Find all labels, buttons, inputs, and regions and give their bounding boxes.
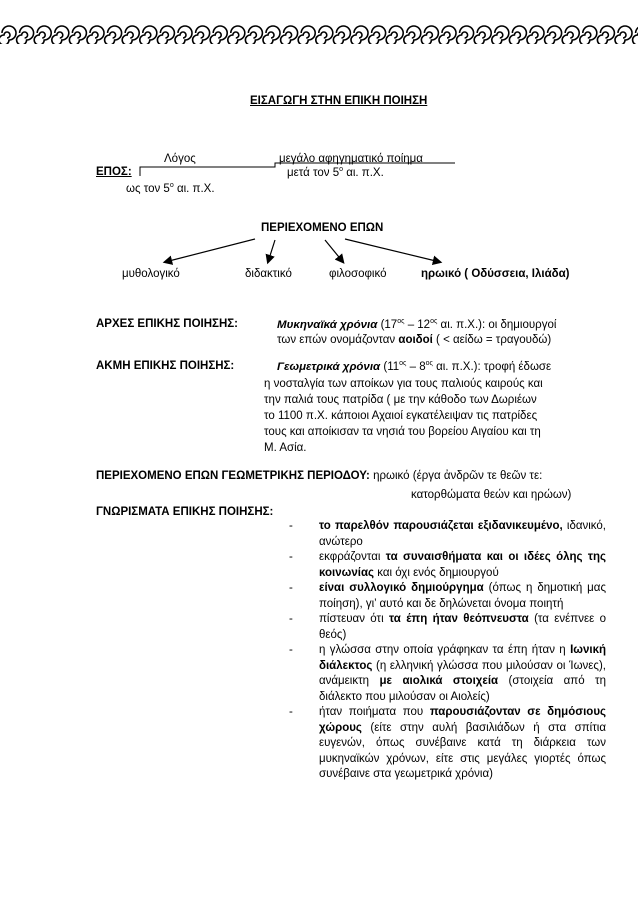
logos-time-end: αι. π.Χ. xyxy=(173,182,215,195)
poem-time-text: μετά τον 5 xyxy=(287,166,340,179)
archi-t2: – 12 xyxy=(404,318,431,331)
feature-5-c: (η ελληνική γλώσσα που μιλούσαν οι Ίωνες), ανάμεικτη xyxy=(319,659,606,687)
logos-time-text: ως τον 5 xyxy=(126,182,170,195)
feature-5-a: η γλώσσα στην οποία γράφηκαν τα έπη ήταν η xyxy=(319,644,571,656)
dash: - xyxy=(289,582,293,594)
feature-5-e: (στοιχεία από τη διάλεκτο που μιλούσαν οι Αιολείς) xyxy=(319,675,606,703)
content-item-mythological: μυθολογικό xyxy=(122,268,180,280)
feature-4-c: (τα ενέπνεε ο θεός) xyxy=(319,613,606,641)
archi-bold: Μυκηναϊκά χρόνια xyxy=(277,318,378,331)
epos-label-text: ΕΠΟΣ: xyxy=(96,166,132,178)
feature-6-c: (είτε στην αυλή βασιλιάδων ή στα σπίτια ευγενών, όπως συνέβαινε κατά τη διάρκεια των μυκηναϊκών χρόνων, είτε στις μεγάλες γιορτές όπως συνέβαινε στα γεωμετρικά χρόνια) xyxy=(319,721,606,780)
feature-3-text: (όπως η δημοτική μας ποίηση), γι’ αυτό και δε δηλώνεται όνομα ποιητή xyxy=(319,582,606,610)
akmi-line-5: Μ. Ασία. xyxy=(264,442,307,454)
feature-4-bold: τα έπη ήταν θεόπνευστα xyxy=(388,613,529,625)
feature-1-text: ιδανικό, ανώτερο xyxy=(319,520,606,548)
feature-5-bold-1: Ιωνική διάλεκτος xyxy=(319,644,606,672)
feature-item xyxy=(289,705,606,783)
feature-item xyxy=(289,643,606,705)
feature-2-a: εκφράζονται xyxy=(319,551,386,563)
archi-line2b: αοιδοί xyxy=(398,334,433,346)
akmi-t1: (11 xyxy=(380,360,400,373)
akmi-t3: αι. π.Χ.): τροφή έδωσε xyxy=(432,360,552,373)
feature-6-a: ήταν ποιήματα που xyxy=(319,706,430,718)
akmi-line-2: την παλιά τους πατρίδα ( με την κάθοδο των Δωριέων xyxy=(264,394,537,406)
akmi-line-1: η νοσταλγία των αποίκων για τους παλιούς καιρούς και xyxy=(264,378,543,390)
content-item-didactic: διδακτικό xyxy=(245,268,292,280)
feature-4-a: πίστευαν ότι xyxy=(319,613,389,625)
feature-item xyxy=(289,581,606,612)
akmi-t2: – 8 xyxy=(406,360,426,373)
content-arrows xyxy=(0,0,638,280)
akmi-line-4: τους και αποίκισαν τα νησιά του βορείου Αιγαίου και τη xyxy=(264,426,541,438)
geometric-label: ΠΕΡΙΕΧΟΜΕΝΟ ΕΠΩΝ ΓΕΩΜΕΤΡΙΚΗΣ ΠΕΡΙΟΔΟΥ: xyxy=(96,470,370,482)
dash: - xyxy=(289,613,293,625)
archi-t1: (17 xyxy=(377,318,398,331)
feature-2-bold: τα συναισθήματα και οι ιδέες όλης της κοινωνίας xyxy=(319,551,607,579)
akmi-bold: Γεωμετρικά χρόνια xyxy=(277,360,381,373)
feature-1-bold: το παρελθόν παρουσιάζεται εξιδανικευμένο, xyxy=(319,520,563,532)
content-heading: ΠΕΡΙΕΧΟΜΕΝΟ ΕΠΩΝ xyxy=(261,222,384,234)
logos-time-sup: ο xyxy=(169,182,174,189)
poem-label: μεγάλο αφηγηματικό ποίημα xyxy=(279,153,423,165)
geometric-text: ηρωικό (έργα ἀνδρῶν τε θεῶν τε: xyxy=(369,470,543,482)
poem-time-sup: ο xyxy=(339,166,343,173)
archi-s2: ος xyxy=(430,318,438,325)
feature-2-c: και όχι ενός δημιουργού xyxy=(374,566,499,579)
poem-time-end: αι. π.Χ. xyxy=(343,166,384,179)
akmi-text xyxy=(277,360,551,373)
dash: - xyxy=(289,551,293,563)
geometric-line2: κατορθώματα θεών και ηρώων) xyxy=(411,489,572,501)
archi-line2c: ( < αείδω = τραγουδώ) xyxy=(432,334,552,346)
archi-label: ΑΡΧΕΣ ΕΠΙΚΗΣ ΠΟΙΗΣΗΣ: xyxy=(96,318,238,330)
logos-label: Λόγος xyxy=(164,153,196,165)
page-title: ΕΙΣΑΓΩΓΗ ΣΤΗΝ ΕΠΙΚΗ ΠΟΙΗΣΗ xyxy=(250,95,428,107)
feature-3-bold: είναι συλλογικό δημιούργημα xyxy=(319,582,484,594)
akmi-line-3: το 1100 π.Χ. κάποιοι Αχαιοί εγκατέλειψαν τις πατρίδες xyxy=(264,410,538,422)
akmi-label: ΑΚΜΗ ΕΠΙΚΗΣ ΠΟΙΗΣΗΣ: xyxy=(96,360,235,372)
feature-item xyxy=(289,550,607,581)
archi-text xyxy=(277,318,556,331)
geometric-content xyxy=(96,470,542,482)
content-item-philosophical: φιλοσοφικό xyxy=(329,268,387,280)
dash: - xyxy=(289,706,293,718)
archi-line2a: των επών ονομάζονταν xyxy=(277,334,399,346)
akmi-s2: ος xyxy=(425,360,433,367)
dash: - xyxy=(289,644,293,656)
dash: - xyxy=(289,520,293,532)
archi-line2 xyxy=(277,334,551,346)
feature-5-bold-2: με αιολικά στοιχεία xyxy=(379,675,499,687)
archi-s1: ος xyxy=(397,318,405,325)
content-item-heroic: ηρωικό ( Οδύσσεια, Ιλιάδα) xyxy=(421,268,570,280)
feature-item xyxy=(289,519,606,550)
feature-6-bold: παρουσιάζονταν σε δημόσιους χώρους xyxy=(319,706,606,734)
features-list xyxy=(289,519,607,783)
feature-item xyxy=(289,612,606,643)
akmi-s1: ος xyxy=(399,360,407,367)
archi-t3: αι. π.Χ.): οι δημιουργοί xyxy=(437,318,557,331)
features-label: ΓΝΩΡΙΣΜΑΤΑ ΕΠΙΚΗΣ ΠΟΙΗΣΗΣ: xyxy=(96,506,274,518)
